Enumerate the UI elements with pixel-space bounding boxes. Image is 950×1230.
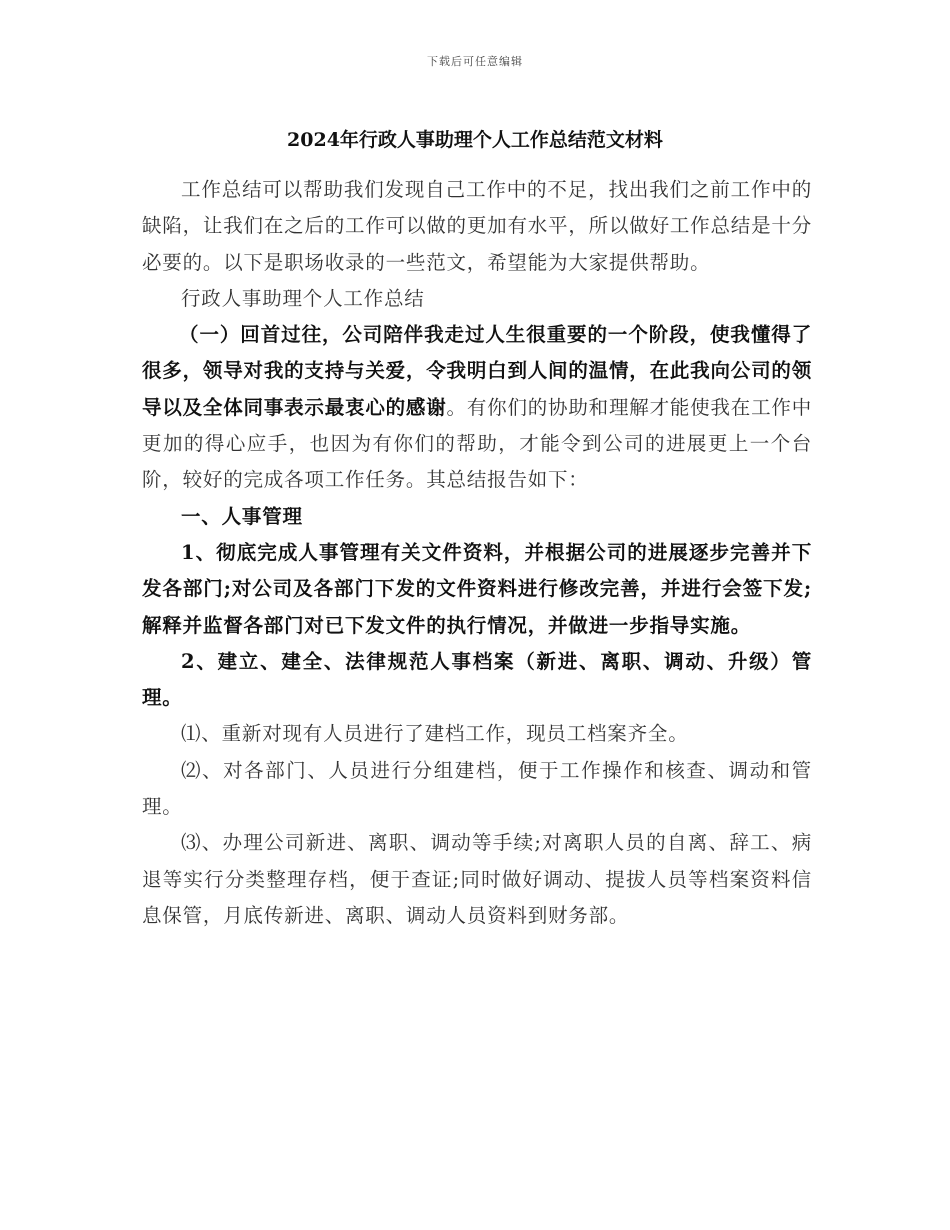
document-body	[142, 172, 812, 934]
sub-item-one: ⑴、重新对现有人员进行了建档工作，现员工档案齐全。	[181, 722, 689, 746]
paragraph-one	[142, 317, 812, 498]
document-title: 2024年行政人事助理个人工作总结范文材料	[287, 129, 663, 151]
intro-paragraph: 工作总结可以帮助我们发现自己工作中的不足，找出我们之前工作中的缺陷，让我们在之后的工作可以做的更加有水平，所以做好工作总结是十分必要的。以下是职场收录的一些范文，希望能为大家提供帮助。	[142, 178, 812, 274]
sub-item-three: ⑶、办理公司新进、离职、调动等手续;对离职人员的自离、辞工、病退等实行分类整理存档，便于查证;同时做好调动、提拔人员等档案资料信息保管，月底传新进、离职、调动人员资料到财务部。	[142, 831, 812, 927]
summary-subtitle: 行政人事助理个人工作总结	[181, 286, 425, 310]
item-one: 1、彻底完成人事管理有关文件资料，并根据公司的进展逐步完善并下发各部门;对公司及各部门下发的文件资料进行修改完善，并进行会签下发;解释并监督各部门对已下发文件的执行情况，并做进一步指导实施。	[142, 540, 812, 637]
item-two: 2、建立、建全、法律规范人事档案（新进、离职、调动、升级）管理。	[142, 649, 812, 710]
sub-item-two: ⑵、对各部门、人员进行分组建档，便于工作操作和核查、调动和管理。	[142, 758, 812, 819]
page-header-note: 下载后可任意编辑	[427, 55, 523, 68]
paragraph-one-normal: 。有你们的协助和理解才能使我在工作中更加的得心应手，也因为有你们的帮助，才能令到公司的进展更上一个台阶，较好的完成各项工作任务。其总结报告如下：	[142, 395, 812, 492]
paragraph-one-bold: （一）回首过往，公司陪伴我走过人生很重要的一个阶段，使我懂得了很多，领导对我的支持与关爱，令我明白到人间的温情，在此我向公司的领导以及全体同事表示最衷心的感谢	[142, 323, 812, 419]
section-heading-personnel: 一、人事管理	[181, 504, 303, 528]
